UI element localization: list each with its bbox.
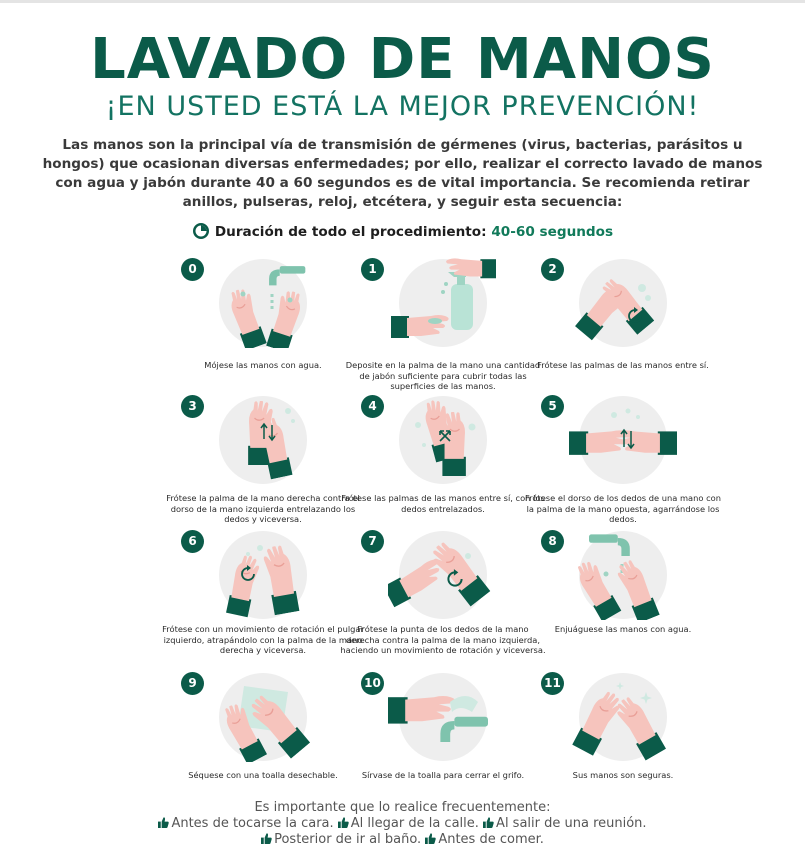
thumbs-up-icon xyxy=(158,817,169,828)
rotate-thumb-icon xyxy=(208,530,318,620)
step-caption: Frótese la palma de la mano derecha contra el dorso de la mano izquierda entrelazando los dedos y viceversa. xyxy=(166,493,360,525)
duration-label: Duración de todo el procedimiento: xyxy=(214,224,487,240)
rub-back-hand-icon xyxy=(208,395,318,485)
step-caption: Sus manos son seguras. xyxy=(572,770,674,780)
soap-dispenser-icon xyxy=(388,258,498,348)
step-caption: Frótese la punta de los dedos de la mano derecha contra la palma de la mano izquierda, haciendo un movimiento de rotación y viceversa. xyxy=(340,624,546,656)
footer-item: Al llegar de la calle. xyxy=(338,816,479,831)
step-caption: Frótese las palmas de las manos entre sí, con los dedos entrelazados. xyxy=(341,493,545,514)
step-number-badge: 10 xyxy=(361,672,384,695)
footer-line-2 xyxy=(0,831,805,848)
page-subtitle: ¡EN USTED ESTÁ LA MEJOR PREVENCIÓN! xyxy=(105,91,700,122)
intro-paragraph: Las manos son la principal vía de transmisión de gérmenes (virus, bacterias, parásitos u hongos) que ocasionan diversas enfermedades; por ello, realizar el correcto lavado de manos con agua y jabón durante 40 a 60 segundos es de vital importancia. Se recomienda retirar anillos, pulseras, reloj, etcétera, y seguir esta secuencia: xyxy=(42,137,763,210)
clean-hands-icon xyxy=(568,672,678,762)
footer-item: Posterior de ir al baño. xyxy=(261,832,421,847)
thumbs-up-icon xyxy=(338,817,349,828)
footer-heading: Es importante que lo realice frecuentemente: xyxy=(254,800,551,815)
step-number-badge: 6 xyxy=(181,530,204,553)
duration-value: 40-60 segundos xyxy=(491,224,614,240)
step-number-badge: 5 xyxy=(541,395,564,418)
rub-finger-backs-icon xyxy=(568,395,678,485)
rub-palms-icon xyxy=(568,258,678,348)
step-caption: Deposite en la palma de la mano una cantidad de jabón suficiente para cubrir todas las superficies de las manos. xyxy=(345,360,541,392)
step-number-badge: 1 xyxy=(361,258,384,281)
step-caption: Frótese las palmas de las manos entre sí. xyxy=(537,360,709,370)
step-number-badge: 9 xyxy=(181,672,204,695)
page-title: LAVADO DE MANOS xyxy=(90,27,715,92)
thumbs-up-icon xyxy=(425,833,436,844)
step-caption: Mójese las manos con agua. xyxy=(204,360,322,370)
step-number-badge: 7 xyxy=(361,530,384,553)
footer-item: Al salir de una reunión. xyxy=(483,816,647,831)
footer-item: Antes de comer. xyxy=(425,832,544,847)
close-faucet-icon xyxy=(388,672,498,762)
footer-item: Antes de tocarse la cara. xyxy=(158,816,333,831)
interlaced-fingers-icon xyxy=(388,395,498,485)
wet-hands-icon xyxy=(208,258,318,348)
step-caption: Enjuáguese las manos con agua. xyxy=(554,624,692,634)
thumbs-up-icon xyxy=(261,833,272,844)
step-number-badge: 2 xyxy=(541,258,564,281)
duration-line xyxy=(0,222,805,241)
step-number-badge: 0 xyxy=(181,258,204,281)
paper-towel-icon xyxy=(208,672,318,762)
timer-icon xyxy=(192,222,210,240)
step-number-badge: 3 xyxy=(181,395,204,418)
step-number-badge: 4 xyxy=(361,395,384,418)
fingertips-palm-icon xyxy=(388,530,498,620)
footer-line-1 xyxy=(0,815,805,832)
step-caption: Séquese con una toalla desechable. xyxy=(188,770,338,780)
step-caption: Sírvase de la toalla para cerrar el grifo. xyxy=(361,770,525,780)
step-caption: Frótese el dorso de los dedos de una mano con la palma de la mano opuesta, agarrándose los dedos. xyxy=(524,493,722,525)
step-caption: Frótese con un movimiento de rotación el pulgar izquierdo, atrapándolo con la palma de la mano derecha y viceversa. xyxy=(162,624,364,656)
top-divider xyxy=(0,0,805,3)
thumbs-up-icon xyxy=(483,817,494,828)
rinse-hands-icon xyxy=(568,530,678,620)
step-number-badge: 8 xyxy=(541,530,564,553)
step-number-badge: 11 xyxy=(541,672,564,695)
